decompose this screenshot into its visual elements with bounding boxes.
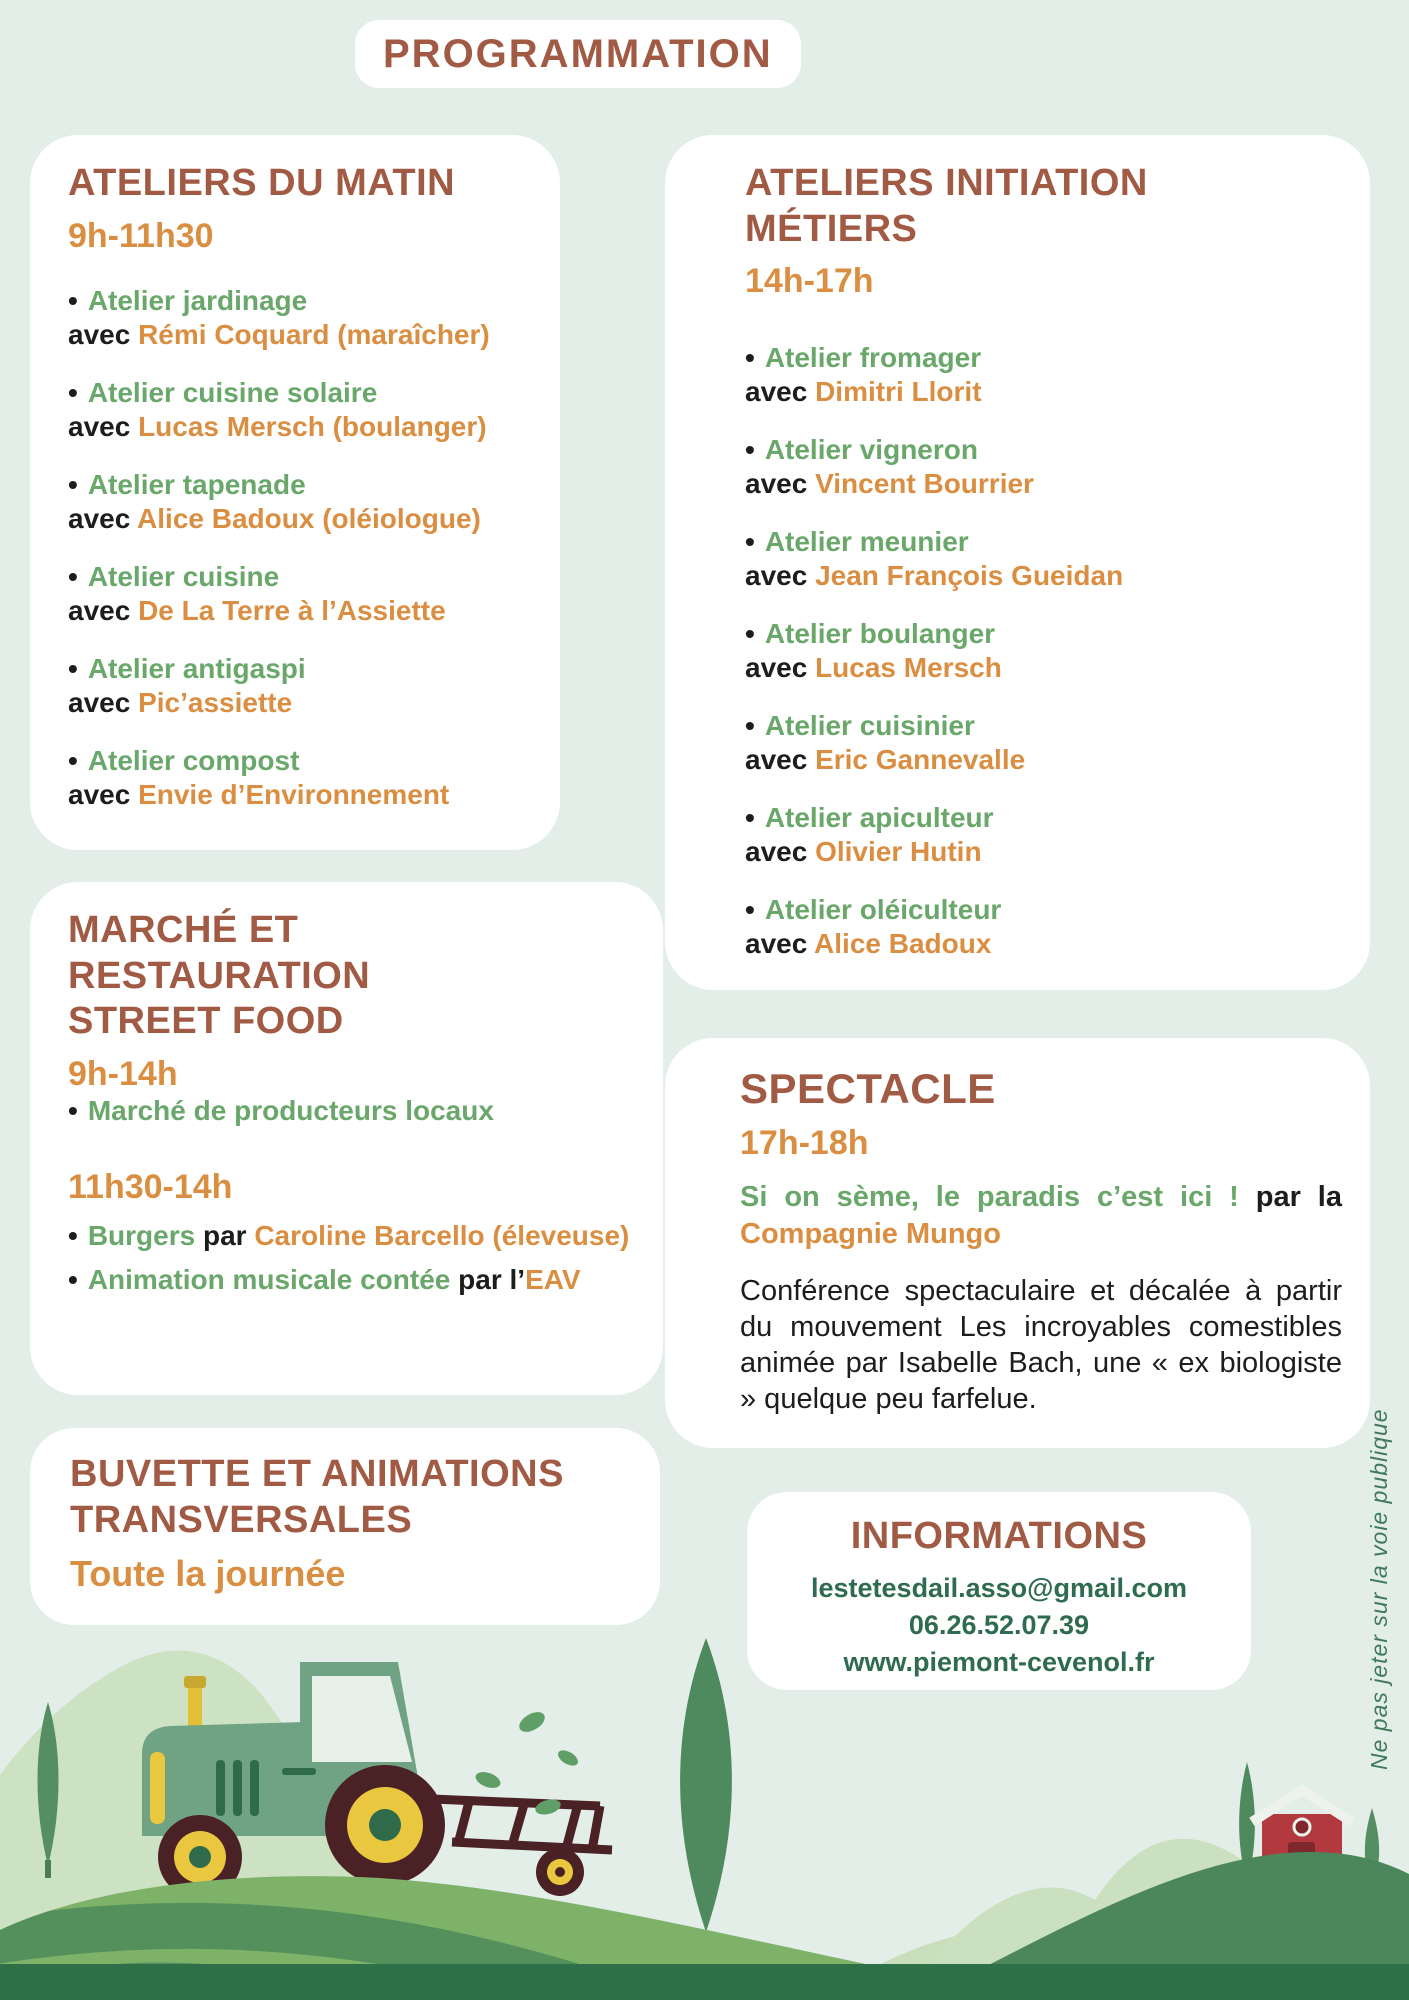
atelier-host-line [68, 686, 535, 720]
atelier-activity: Atelier fromager [764, 342, 982, 374]
atelier-activity-line [68, 376, 535, 410]
atelier-with: avec [745, 468, 808, 500]
section-title: ATELIERS INITIATION MÉTIERS [745, 162, 1148, 250]
contact-block [767, 1570, 1231, 1681]
atelier-host-line [745, 927, 1342, 961]
section-time: 17h-18h [740, 1124, 869, 1163]
show-description: Conférence spectaculaire et décalée à partir du mouvement Les incroyables comestibles animée par Isabelle Bach, une « ex biologiste » quelque peu farfelue. [740, 1275, 1342, 1416]
atelier-activity: Atelier tapenade [87, 468, 306, 500]
section-time: 9h-11h30 [68, 216, 214, 255]
bullet-icon: • [745, 434, 755, 466]
atelier-item [745, 341, 1342, 409]
atelier-host-line [68, 594, 535, 628]
slot2-item-host: EAV [525, 1263, 581, 1295]
atelier-item [68, 468, 535, 536]
atelier-activity: Atelier compost [87, 744, 300, 776]
atelier-activity-line [68, 468, 535, 502]
section-title: BUVETTE ET ANIMATIONS TRANSVERSALES [70, 1453, 564, 1541]
atelier-with: avec [745, 560, 808, 592]
atelier-list [745, 341, 1342, 961]
page-title: PROGRAMMATION [355, 20, 801, 88]
section-time: Toute la journée [70, 1553, 346, 1595]
atelier-activity-line [68, 744, 535, 778]
atelier-item [745, 525, 1342, 593]
atelier-host-line [68, 410, 535, 444]
atelier-activity: Atelier meunier [764, 526, 969, 558]
atelier-item [745, 893, 1342, 961]
cypress-tall [680, 1638, 732, 1932]
atelier-with: avec [745, 836, 808, 868]
hood-panel [150, 1752, 165, 1824]
marche-item [68, 1094, 638, 1128]
atelier-activity: Atelier jardinage [87, 284, 308, 316]
cypress-small-left-trunk [45, 1860, 51, 1878]
atelier-host: Rémi Coquard (maraîcher) [138, 318, 490, 350]
atelier-host-line [68, 778, 535, 812]
atelier-activity-line [745, 709, 1342, 743]
section-title: INFORMATIONS [850, 1515, 1148, 1557]
atelier-host-line [745, 651, 1342, 685]
show-company: Compagnie Mungo [740, 1218, 1001, 1251]
atelier-host-line [745, 559, 1342, 593]
atelier-item [68, 652, 535, 720]
atelier-host: Vincent Bourrier [815, 468, 1034, 500]
show-by: par la [1238, 1181, 1342, 1214]
atelier-with: avec [745, 652, 808, 684]
exhaust-pipe [188, 1684, 202, 1732]
slot2-item [68, 1219, 638, 1253]
atelier-activity: Atelier cuisinier [764, 710, 975, 742]
atelier-item [68, 560, 535, 628]
bullet-icon: • [745, 526, 755, 558]
atelier-activity-line [745, 433, 1342, 467]
atelier-host: Pic’assiette [138, 686, 293, 718]
contact-phone: 06.26.52.07.39 [908, 1609, 1090, 1640]
slot2-item-host: Caroline Barcello (éleveuse) [254, 1219, 630, 1251]
atelier-activity-line [745, 893, 1342, 927]
atelier-with: avec [68, 686, 131, 718]
atelier-host: Dimitri Llorit [815, 376, 982, 408]
atelier-host-line [68, 318, 535, 352]
card-spectacle [665, 1038, 1370, 1448]
slot2-item-par: par [202, 1219, 255, 1251]
atelier-activity: Atelier apiculteur [764, 802, 994, 834]
bullet-icon: • [745, 618, 755, 650]
atelier-activity-line [68, 652, 535, 686]
atelier-activity: Atelier boulanger [764, 618, 996, 650]
atelier-host-line [745, 743, 1342, 777]
atelier-host: Jean François Gueidan [815, 560, 1124, 592]
card-informations [747, 1492, 1251, 1690]
slot2-time: 11h30-14h [68, 1167, 233, 1206]
atelier-item [68, 744, 535, 812]
atelier-activity: Atelier vigneron [764, 434, 978, 466]
atelier-host: Lucas Mersch (boulanger) [138, 410, 487, 442]
barn-window [1294, 1819, 1310, 1835]
section-time: 14h-17h [745, 262, 874, 301]
bottom-strip [0, 1964, 1409, 2000]
bullet-icon: • [68, 652, 78, 684]
atelier-list [68, 284, 535, 812]
atelier-activity-line [745, 525, 1342, 559]
atelier-host: Envie d’Environnement [138, 778, 450, 810]
bullet-icon: • [68, 560, 78, 592]
atelier-item [745, 801, 1342, 869]
atelier-item [68, 284, 535, 352]
bullet-icon: • [68, 1263, 78, 1295]
bullet-icon: • [68, 1219, 78, 1251]
card-marche-restauration [30, 882, 663, 1395]
atelier-with: avec [68, 502, 131, 534]
bullet-icon: • [68, 1094, 78, 1126]
card-buvette-animations [30, 1428, 660, 1625]
atelier-host-line [745, 467, 1342, 501]
atelier-item [745, 709, 1342, 777]
side-note: Ne pas jeter sur la voie publique [1366, 1408, 1392, 1770]
show-title: Si on sème, le paradis c’est ici ! [740, 1181, 1239, 1214]
atelier-host: Eric Gannevalle [815, 744, 1026, 776]
atelier-host-line [745, 375, 1342, 409]
bullet-icon: • [68, 376, 78, 408]
atelier-activity-line [745, 617, 1342, 651]
atelier-activity: Atelier oléiculteur [764, 894, 1002, 926]
atelier-with: avec [745, 376, 808, 408]
atelier-with: avec [745, 928, 808, 960]
atelier-activity: Atelier antigaspi [87, 652, 306, 684]
atelier-host-line [745, 835, 1342, 869]
bullet-icon: • [745, 710, 755, 742]
marche-item-label: Marché de producteurs locaux [87, 1094, 494, 1126]
atelier-activity-line [68, 560, 535, 594]
atelier-host: De La Terre à l’Assiette [138, 594, 446, 626]
atelier-host: Alice Badoux (oléiologue) [137, 502, 481, 534]
bullet-icon: • [68, 744, 78, 776]
atelier-with: avec [68, 778, 131, 810]
card-ateliers-matin [30, 135, 560, 850]
atelier-with: avec [745, 744, 808, 776]
atelier-item [68, 376, 535, 444]
slot2-item [68, 1263, 638, 1297]
show-title-line [740, 1179, 1342, 1253]
atelier-with: avec [68, 594, 131, 626]
atelier-activity: Atelier cuisine solaire [87, 376, 378, 408]
atelier-activity-line [745, 341, 1342, 375]
card-ateliers-initiation-metiers [665, 135, 1370, 990]
atelier-host: Olivier Hutin [815, 836, 982, 868]
bullet-icon: • [745, 802, 755, 834]
atelier-item [745, 617, 1342, 685]
section-title: SPECTACLE [740, 1065, 996, 1112]
atelier-host-line [68, 502, 535, 536]
hood-vents [216, 1760, 259, 1816]
bullet-icon: • [68, 284, 78, 316]
contact-website: www.piemont-cevenol.fr [843, 1646, 1155, 1677]
slot2-item-label: Burgers [87, 1219, 203, 1251]
atelier-with: avec [68, 410, 131, 442]
bullet-icon: • [68, 468, 78, 500]
bullet-icon: • [745, 894, 755, 926]
slot2-item-par: par l’ [458, 1263, 526, 1295]
atelier-activity-line [745, 801, 1342, 835]
slot2-item-label: Animation musicale contée [87, 1263, 459, 1295]
contact-email: lestetesdail.asso@gmail.com [811, 1572, 1187, 1603]
atelier-host: Lucas Mersch [815, 652, 1002, 684]
slot2-list [68, 1219, 638, 1297]
atelier-host: Alice Badoux [814, 928, 992, 960]
slot1-time: 9h-14h [68, 1054, 178, 1093]
atelier-item [745, 433, 1342, 501]
door-handle [282, 1768, 316, 1775]
atelier-activity-line [68, 284, 535, 318]
atelier-with: avec [68, 318, 131, 350]
bullet-icon: • [745, 342, 755, 374]
section-title: ATELIERS DU MATIN [68, 162, 456, 204]
section-title: MARCHÉ ET RESTAURATION STREET FOOD [68, 909, 371, 1043]
atelier-activity: Atelier cuisine [87, 560, 280, 592]
